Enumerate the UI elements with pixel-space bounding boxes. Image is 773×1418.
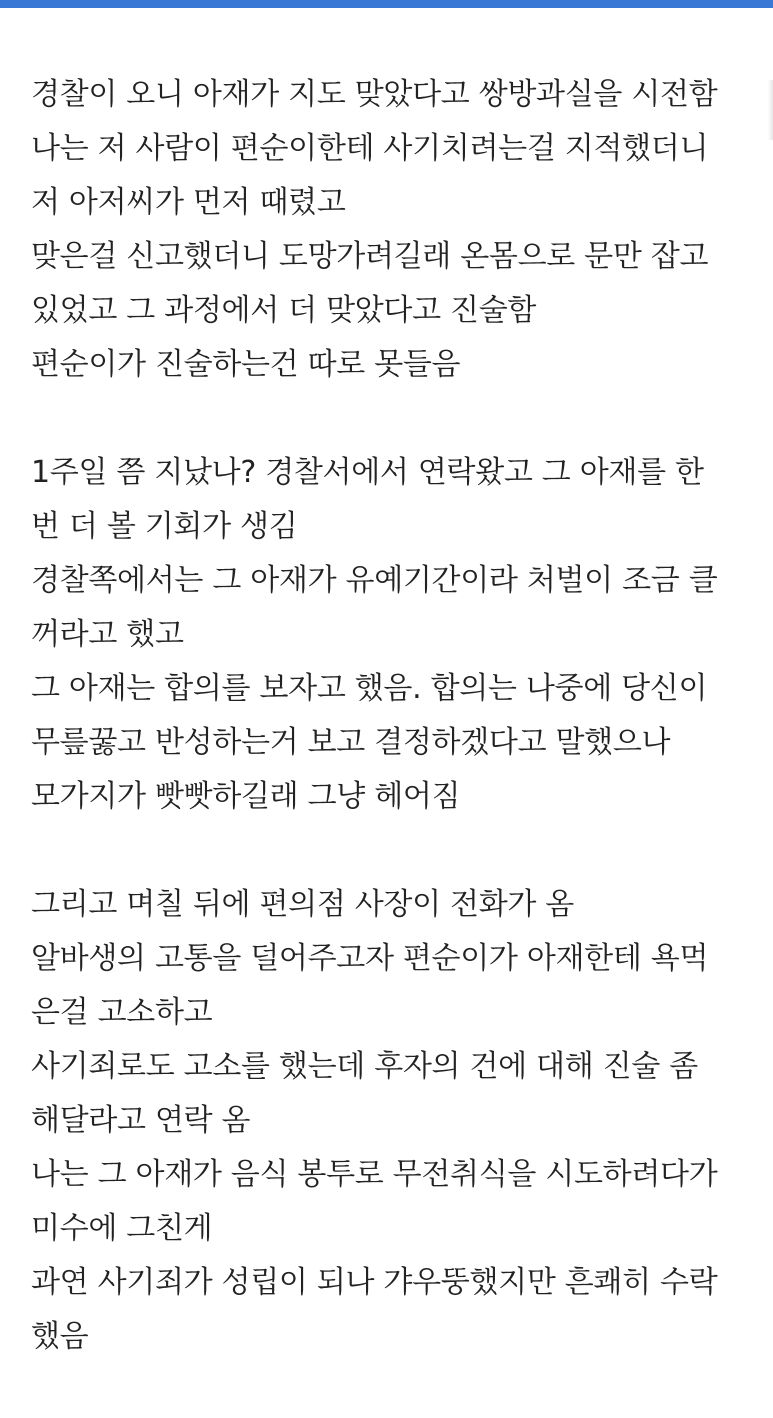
paragraph bbox=[31, 446, 767, 824]
text-line: 맞은걸 신고했더니 도망가려길래 온몸으로 문만 잡고 bbox=[31, 239, 709, 274]
top-accent-bar bbox=[0, 0, 773, 8]
paragraph bbox=[31, 68, 767, 392]
text-line: 편순이가 진술하는건 따로 못들음 bbox=[31, 347, 461, 382]
text-line: 저 아저씨가 먼저 때렸고 bbox=[31, 185, 346, 220]
text-line: 무릎꿇고 반성하는거 보고 결정하겠다고 말했으나 bbox=[31, 725, 671, 760]
text-line: 사기죄로도 고소를 했는데 후자의 건에 대해 진술 좀 bbox=[31, 1049, 698, 1084]
text-line: 꺼라고 했고 bbox=[31, 617, 184, 652]
text-line: 은걸 고소하고 bbox=[31, 995, 213, 1030]
paragraph bbox=[31, 878, 767, 1364]
edge-shadow bbox=[768, 80, 773, 140]
text-line: 과연 사기죄가 성립이 되나 갸우뚱했지만 흔쾌히 수락 bbox=[31, 1265, 718, 1300]
text-line: 경찰쪽에서는 그 아재가 유예기간이라 처벌이 조금 클 bbox=[31, 563, 718, 598]
text-line: 해달라고 연락 옴 bbox=[31, 1103, 251, 1138]
text-line: 경찰이 오니 아재가 지도 맞았다고 쌍방과실을 시전함 bbox=[31, 77, 718, 112]
text-line: 미수에 그친게 bbox=[31, 1211, 213, 1246]
text-line: 그리고 며칠 뒤에 편의점 사장이 전화가 옴 bbox=[31, 887, 574, 922]
text-line: 그 아재는 합의를 보자고 했음. 합의는 나중에 당신이 bbox=[31, 671, 708, 706]
text-line: 알바생의 고통을 덜어주고자 편순이가 아재한테 욕먹 bbox=[31, 941, 709, 976]
text-line: 모가지가 빳빳하길래 그냥 헤어짐 bbox=[31, 779, 461, 814]
text-line: 있었고 그 과정에서 더 맞았다고 진술함 bbox=[31, 293, 537, 328]
text-line: 번 더 볼 기회가 생김 bbox=[31, 509, 298, 544]
text-line: 나는 저 사람이 편순이한테 사기치려는걸 지적했더니 bbox=[31, 131, 709, 166]
post-body bbox=[31, 68, 767, 1418]
text-line: 나는 그 아재가 음식 봉투로 무전취식을 시도하려다가 bbox=[31, 1157, 718, 1192]
text-line: 1주일 쯤 지났나? 경찰서에서 연락왔고 그 아재를 한 bbox=[31, 455, 704, 490]
text-line: 했음 bbox=[31, 1319, 89, 1354]
